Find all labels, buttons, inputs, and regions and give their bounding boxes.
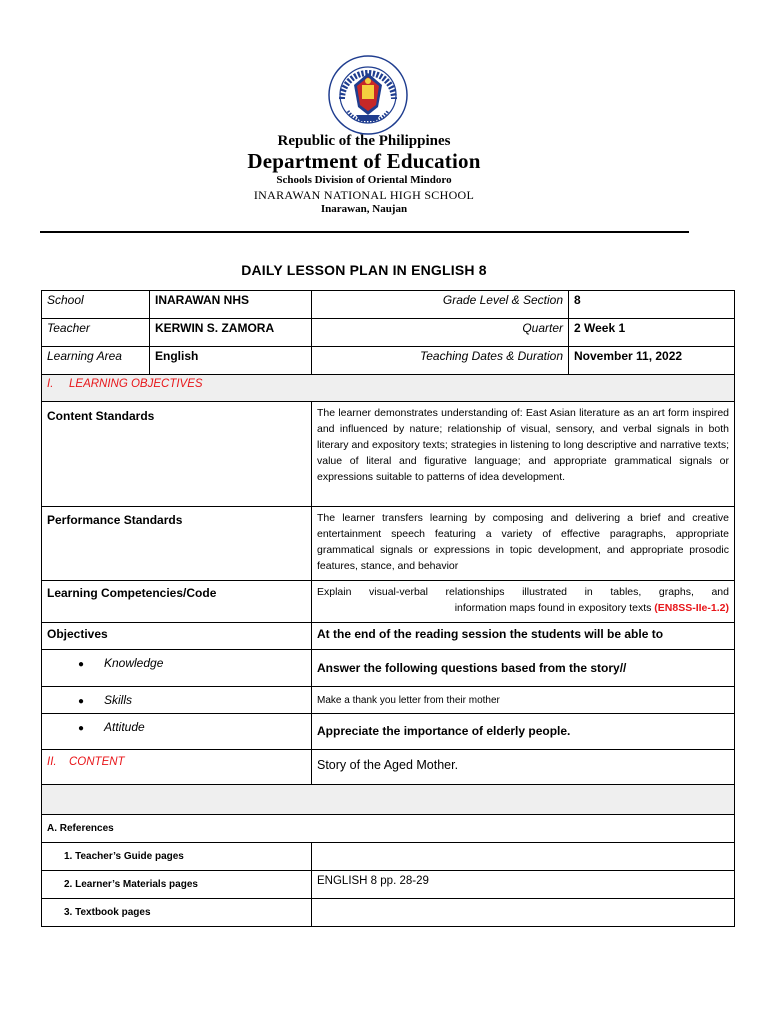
skills-label: Skills [104,693,133,707]
section-heading-objectives [42,375,735,402]
quarter-label: Quarter [312,319,569,347]
teaching-dates-value: November 11, 2022 [569,347,735,375]
learners-materials-value: ENGLISH 8 pp. 28-29 [312,871,735,899]
knowledge-text: Answer the following questions based from the story// [312,650,735,687]
row-knowledge [42,650,735,687]
competency-code: (EN8SS-IIe-1.2) [654,602,729,614]
header-department: Department of Education [247,149,481,173]
row-content [42,750,735,785]
textbook-value [312,899,735,927]
teacher-label: Teacher [42,319,150,347]
row-references [42,815,735,843]
learning-competencies-label: Learning Competencies/Code [42,581,312,623]
content-text: Story of the Aged Mother. [312,750,735,785]
objectives-label: Objectives [42,623,312,650]
references-label: A. References [42,815,735,843]
header-school: INARAWAN NATIONAL HIGH SCHOOL [253,188,475,202]
attitude-label: Attitude [104,720,145,734]
lesson-plan-title: DAILY LESSON PLAN IN ENGLISH 8 [241,262,487,278]
row-teachers-guide [42,843,735,871]
row-skills [42,687,735,714]
grade-value: 8 [569,291,735,319]
school-value: INARAWAN NHS [150,291,312,319]
info-row-area [42,347,735,375]
header-location: Inarawan, Naujan [320,203,408,215]
section-numeral-2: II. [47,756,57,768]
row-learners-materials [42,871,735,899]
teachers-guide-value [312,843,735,871]
teaching-dates-label: Teaching Dates & Duration [312,347,569,375]
bullet-icon: ● [78,659,85,670]
deped-seal-logo [328,55,408,135]
learning-area-value: English [150,347,312,375]
header-republic: Republic of the Philippines [277,133,451,149]
competencies-line-2: information maps found in expository texts [454,602,655,614]
objectives-text: At the end of the reading session the students will be able to [312,623,735,650]
row-content-standards [42,402,735,507]
school-label: School [42,291,150,319]
header-divider [40,231,689,233]
row-attitude [42,714,735,750]
learning-area-label: Learning Area [42,347,150,375]
learners-materials-label: 2. Learner’s Materials pages [42,871,312,899]
section-numeral-1: I. [47,378,54,390]
grade-label: Grade Level & Section [312,291,569,319]
row-performance-standards [42,507,735,581]
knowledge-label: Knowledge [104,656,164,670]
row-textbook [42,899,735,927]
content-standards-text: The learner demonstrates understanding of: East Asian literature as an art form inspired and influenced by nature; relationship of visual, sensory, and verbal signals in both literary and expository texts; strategies in listening to long descriptive and narrative texts; value of literal and figurative language; and appropriate grammatical signals or expressions suitable to patterns of idea development. [312,402,735,507]
header-division: Schools Division of Oriental Mindoro [276,174,452,186]
skills-text: Make a thank you letter from their mother [312,687,735,714]
competencies-line-1: Explain visual-verbal relationships illustrated in tables, graphs, and [317,586,729,598]
performance-standards-label: Performance Standards [42,507,312,581]
content-standards-label: Content Standards [42,402,312,507]
row-blank-shaded [42,785,735,815]
row-learning-competencies [42,581,735,623]
lesson-plan-table [41,290,735,927]
row-objectives [42,623,735,650]
textbook-label: 3. Textbook pages [42,899,312,927]
teachers-guide-label: 1. Teacher’s Guide pages [42,843,312,871]
section-title-content: CONTENT [69,756,125,768]
attitude-text: Appreciate the importance of elderly people. [312,714,735,750]
performance-standards-text: The learner transfers learning by composing and delivering a brief and creative entertainment speech featuring a variety of effective paragraphs, appropriate grammatical signals or expressions in topic development, and appropriate prosodic features, stance, and behavior [312,507,735,581]
bullet-icon: ● [78,696,85,707]
section-title-objectives: LEARNING OBJECTIVES [69,378,203,390]
info-row-teacher [42,319,735,347]
teacher-value: KERWIN S. ZAMORA [150,319,312,347]
quarter-value: 2 Week 1 [569,319,735,347]
bullet-icon: ● [78,723,85,734]
info-row-school [42,291,735,319]
